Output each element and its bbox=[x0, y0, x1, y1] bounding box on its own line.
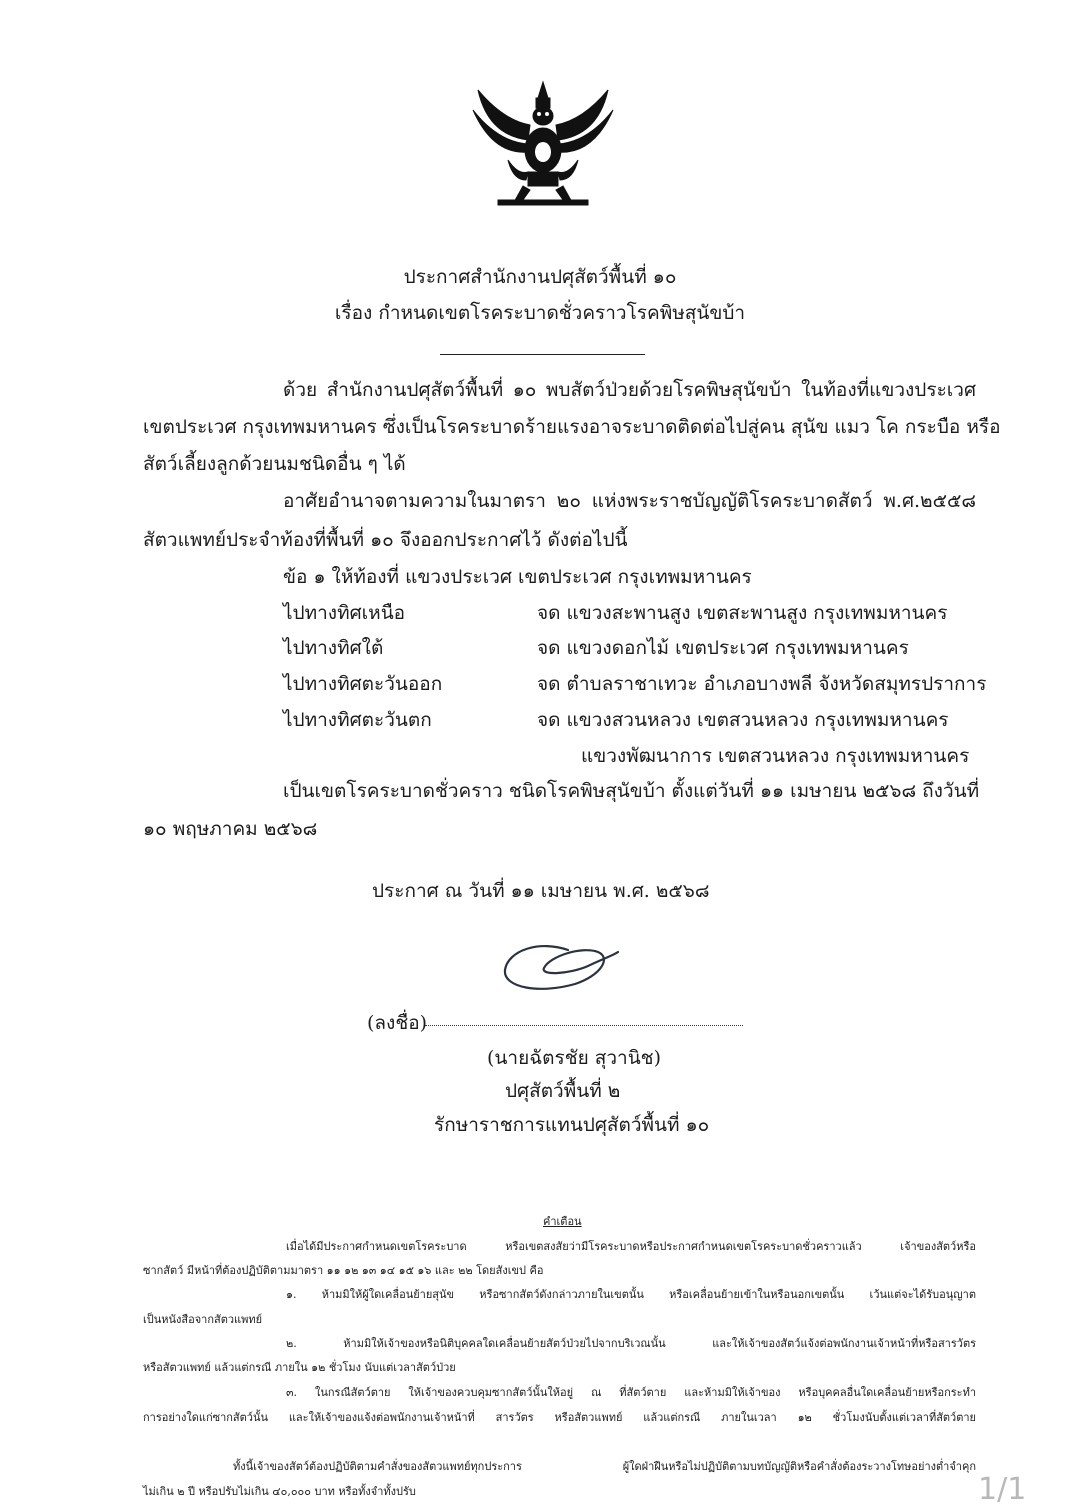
sign-label: (ลงชื่อ) bbox=[367, 1012, 428, 1034]
announcement-subject: เรื่อง กำหนดเขตโรคระบาดชั่วคราวโรคพิษสุนัขบ้า bbox=[334, 302, 746, 324]
signature-line bbox=[425, 1025, 743, 1026]
announcement-date: ประกาศ ณ วันที่ ๑๑ เมษายน พ.ศ. ๒๕๖๘ bbox=[372, 880, 710, 902]
para1-line1: ด้วย สำนักงานปศุสัตว์พื้นที่ ๑๐ พบสัตว์ป่วยด้วยโรคพิษสุนัขบ้า ในท้องที่แขวงประเวศ bbox=[283, 379, 976, 401]
page-counter: 1/1 bbox=[978, 1472, 1027, 1507]
warning-item2-line1: ๒. ห้ามมิให้เจ้าของหรือนิติบุคคลใดเคลื่อนย้ายสัตว์ป่วยไปจากบริเวณนั้น และให้เจ้าของสัตว์แจ้งต่อพนักงานเจ้าหน้าที่หรือสารวัตร bbox=[286, 1337, 976, 1350]
penalty-line2: ไม่เกิน ๒ ปี หรือปรับไม่เกิน ๔๐,๐๐๐ บาท หรือทั้งจำทั้งปรับ bbox=[143, 1485, 416, 1498]
para3-line2: ๑๐ พฤษภาคม ๒๕๖๘ bbox=[143, 818, 318, 840]
warning-intro-line2: ซากสัตว์ มีหน้าที่ต้องปฏิบัติตามมาตรา ๑๑ ๑๒ ๑๓ ๑๔ ๑๕ ๑๖ และ ๒๒ โดยสังเขป คือ bbox=[143, 1264, 544, 1277]
boundary-direction: ไปทางทิศเหนือ bbox=[283, 602, 406, 624]
announcement-title: ประกาศสำนักงานปศุสัตว์พื้นที่ ๑๐ bbox=[403, 266, 677, 288]
boundary-border: จด แขวงสะพานสูง เขตสะพานสูง กรุงเทพมหานคร bbox=[537, 602, 948, 624]
boundary-border: จด ตำบลราชาเทวะ อำเภอบางพลี จังหวัดสมุทรปราการ bbox=[537, 673, 987, 695]
boundary-direction: ไปทางทิศใต้ bbox=[283, 637, 384, 659]
signer-acting-position: รักษาราชการแทนปศุสัตว์พื้นที่ ๑๐ bbox=[434, 1114, 710, 1136]
para1-line3: สัตว์เลี้ยงลูกด้วยนมชนิดอื่น ๆ ได้ bbox=[143, 453, 406, 475]
warning-item3-line2: การอย่างใดแก่ซากสัตว์นั้น และให้เจ้าของแจ้งต่อพนักงานเจ้าหน้าที่ สารวัตร หรือสัตวแพทย์ แล้วแต่กรณี ภายในเวลา ๑๒ ชั่วโมงนับตั้งแต่เวลาที่สัตว์ตาย bbox=[143, 1411, 976, 1424]
boundary-border: จด แขวงสวนหลวง เขตสวนหลวง กรุงเทพมหานคร bbox=[537, 709, 949, 731]
para3-line1: เป็นเขตโรคระบาดชั่วคราว ชนิดโรคพิษสุนัขบ้า ตั้งแต่วันที่ ๑๑ เมษายน ๒๕๖๘ ถึงวันที่ bbox=[283, 780, 980, 802]
boundary-direction: ไปทางทิศตะวันออก bbox=[283, 673, 443, 695]
boundary-border: จด แขวงดอกไม้ เขตประเวศ กรุงเทพมหานคร bbox=[537, 637, 909, 659]
warning-item3-line1: ๓. ในกรณีสัตว์ตาย ให้เจ้าของควบคุมซากสัตว์นั้นให้อยู่ ณ ที่สัตว์ตาย และห้ามมิให้เจ้าของ หรือบุคคลอื่นใดเคลื่อนย้ายหรือกระทำ bbox=[286, 1386, 976, 1399]
title-divider bbox=[440, 354, 645, 355]
para2-line1: อาศัยอำนาจตามความในมาตรา ๒๐ แห่งพระราชบัญญัติโรคระบาดสัตว์ พ.ศ.๒๕๕๘ bbox=[283, 490, 976, 512]
boundary-direction: ไปทางทิศตะวันตก bbox=[283, 709, 432, 731]
handwritten-signature bbox=[500, 938, 620, 998]
clause-1: ข้อ ๑ ให้ท้องที่ แขวงประเวศ เขตประเวศ กรุงเทพมหานคร bbox=[283, 566, 752, 588]
para1-line2: เขตประเวศ กรุงเทพมหานคร ซึ่งเป็นโรคระบาดร้ายแรงอาจระบาดติดต่อไปสู่คน สุนัข แมว โค กระบือ หรือ bbox=[143, 416, 1001, 438]
signer-name: (นายฉัตรชัย สุวานิช) bbox=[487, 1047, 661, 1069]
warning-title: คำเตือน bbox=[543, 1215, 582, 1228]
warning-item2-line2: หรือสัตวแพทย์ แล้วแต่กรณี ภายใน ๑๒ ชั่วโมง นับแต่เวลาสัตว์ป่วย bbox=[143, 1361, 456, 1374]
boundary-border-extra: แขวงพัฒนาการ เขตสวนหลวง กรุงเทพมหานคร bbox=[581, 745, 970, 767]
penalty-line1: ทั้งนี้เจ้าของสัตว์ต้องปฏิบัติตามคำสั่งของสัตวแพทย์ทุกประการ ผู้ใดฝ่าฝืนหรือไม่ปฏิบัติตามบทบัญญัติหรือคำสั่งต้องระวางโทษอย่างต่ำจำคุก bbox=[233, 1460, 976, 1473]
signer-position: ปศุสัตว์พื้นที่ ๒ bbox=[505, 1080, 621, 1102]
warning-intro-line1: เมื่อได้มีประกาศกำหนดเขตโรคระบาด หรือเขตสงสัยว่ามีโรคระบาดหรือประกาศกำหนดเขตโรคระบาดชั่วคราวแล้ว เจ้าของสัตว์หรือ bbox=[286, 1240, 976, 1253]
para2-line2: สัตวแพทย์ประจำท้องที่พื้นที่ ๑๐ จึงออกประกาศไว้ ดังต่อไปนี้ bbox=[143, 529, 628, 551]
garuda-emblem-icon bbox=[468, 80, 618, 210]
warning-item1-line1: ๑. ห้ามมิให้ผู้ใดเคลื่อนย้ายสุนัข หรือซากสัตว์ดังกล่าวภายในเขตนั้น หรือเคลื่อนย้ายเข้าในหรือนอกเขตนั้น เว้นแต่จะได้รับอนุญาต bbox=[286, 1288, 976, 1301]
warning-item1-line2: เป็นหนังสือจากสัตวแพทย์ bbox=[143, 1313, 263, 1326]
